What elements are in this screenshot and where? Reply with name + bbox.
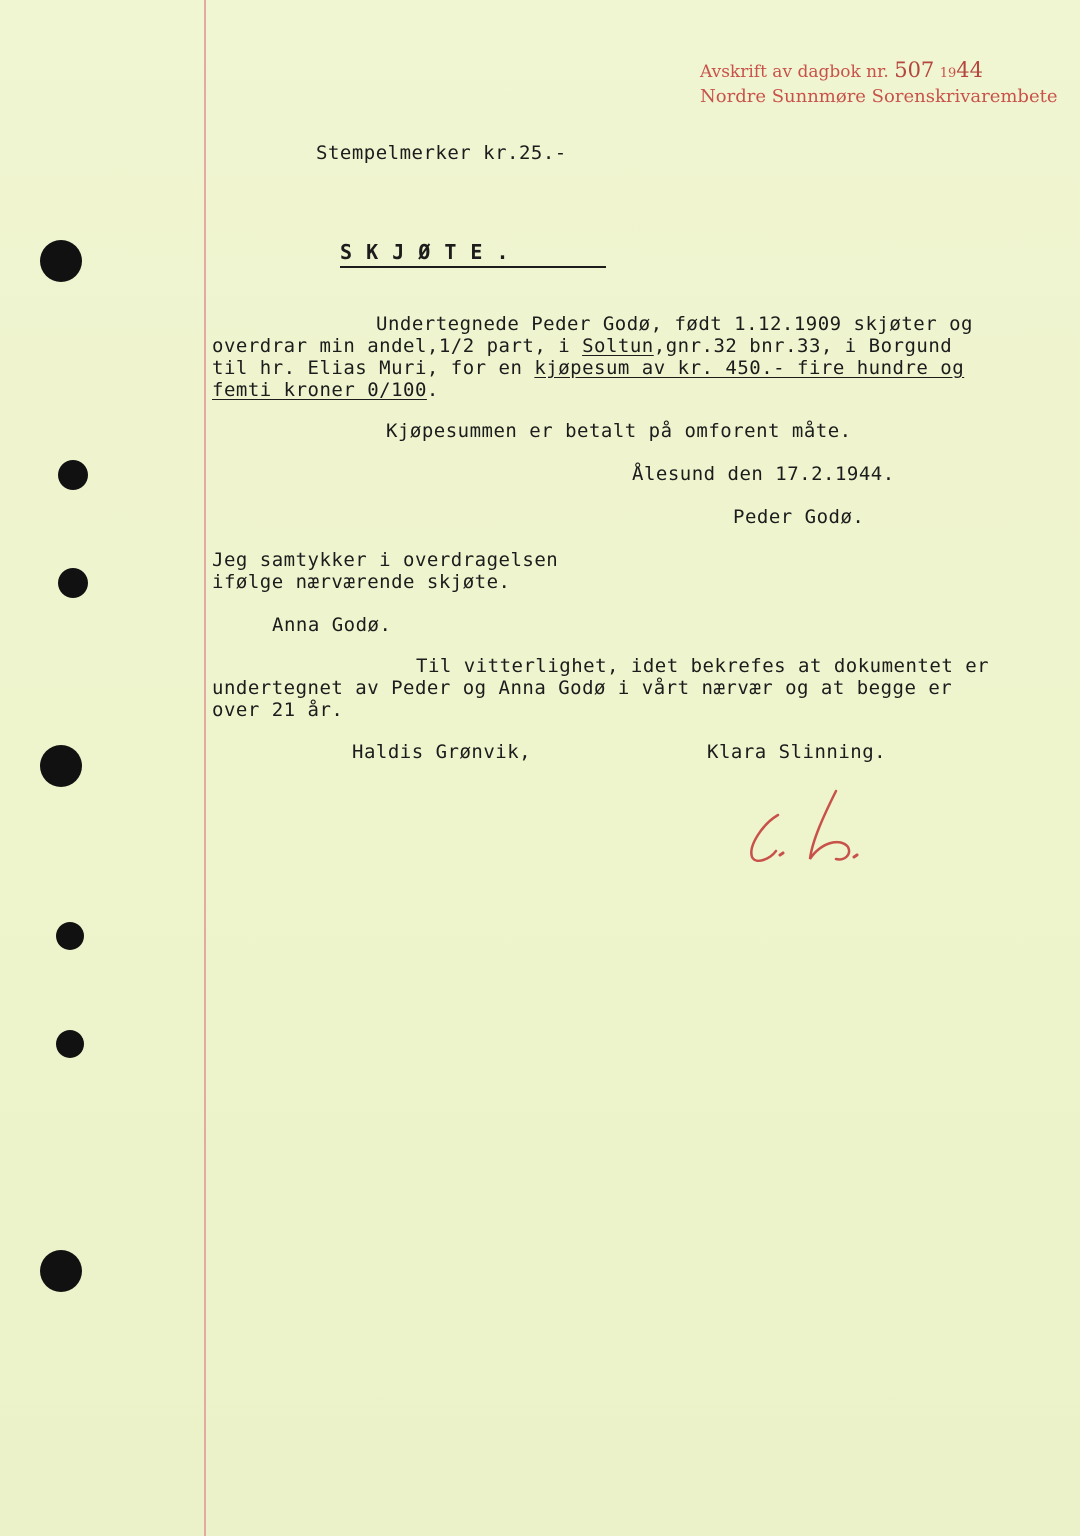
purchase-price-words: femti kroner 0/100 [212,379,427,401]
body-line-2-end: ,gnr.32 bnr.33, i Borgund [653,335,953,357]
punch-hole-4 [40,745,82,787]
stamp-prefix: Avskrift av dagbok nr. [700,62,889,82]
stamp-duty-text: Stempelmerker kr.25.- [316,142,567,164]
punch-hole-3 [58,568,88,598]
body-line-1: Undertegnede Peder Godø, født 1.12.1909 skjøter og [376,313,973,335]
seller-signature-name: Peder Godø. [733,506,865,528]
witness-line-1: Til vitterlighet, idet bekrefes at dokumentet er [416,655,990,677]
body-line-3 [212,357,964,379]
punch-hole-6 [56,1030,84,1058]
witness-1-name: Haldis Grønvik, [352,741,532,763]
body-line-2 [212,335,952,357]
stamp-year-prefix: 19 [939,66,957,81]
punch-hole-7 [40,1250,82,1292]
witness-2-name: Klara Slinning. [707,741,887,763]
punch-hole-2 [58,460,88,490]
payment-statement: Kjøpesummen er betalt på omforent måte. [386,420,852,442]
witness-line-3: over 21 år. [212,699,344,721]
witness-line-2: undertegnet av Peder og Anna Godø i vårt nærvær og at begge er [212,677,953,699]
punch-hole-5 [56,922,84,950]
punch-hole-1 [40,240,82,282]
body-line-2-start: overdrar min andel,1/2 part, i [212,335,583,357]
body-line-4-end: . [426,379,439,401]
stamp-year: 44 [956,58,983,82]
purchase-price-text: kjøpesum av kr. 450.- fire hundre og [534,357,965,379]
stamp-office: Nordre Sunnmøre Sorenskrivarembete [700,86,1058,107]
body-line-4 [212,379,439,401]
consent-line-2: ifølge nærværende skjøte. [212,571,511,593]
registry-stamp-entry [700,58,983,82]
place-and-date: Ålesund den 17.2.1944. [632,463,895,485]
consent-signer: Anna Godø. [272,614,392,636]
stamp-number: 507 [894,58,935,82]
handwritten-initials [740,785,900,875]
document-heading: S K J Ø T E . [340,240,606,268]
consent-line-1: Jeg samtykker i overdragelsen [212,549,559,571]
body-line-3-start: til hr. Elias Muri, for en [212,357,535,379]
property-name: Soltun [582,335,654,357]
margin-rule [204,0,206,1536]
